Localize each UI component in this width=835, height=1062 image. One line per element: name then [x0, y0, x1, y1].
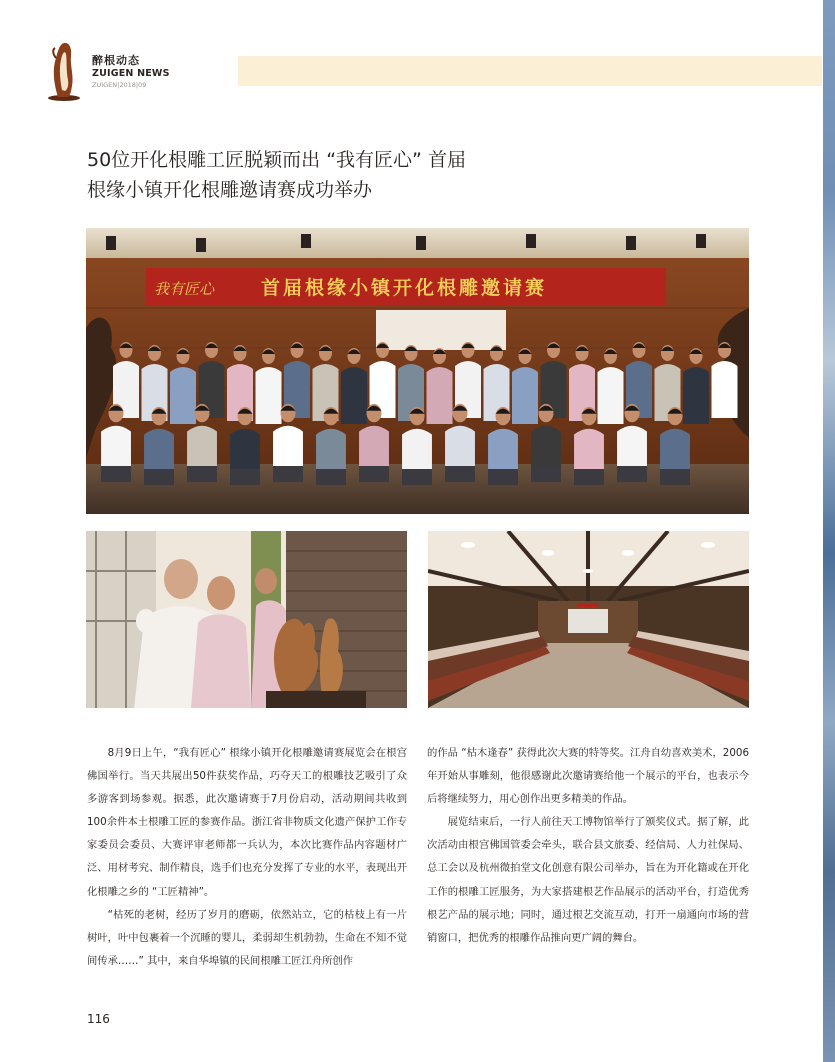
person	[256, 367, 282, 424]
paragraph: 展览结束后，一行人前往天工博物馆举行了颁奖仪式。据了解，此次活动由根宫佛国管委会牵头，联合县文旅委、经信局、人力社保局、总工会以及杭州微拍堂文化创意有限公司举办，旨在为开化籍或在开化工作的根雕工匠服务，为大家搭建根艺作品展示的活动平台，打造优秀根艺产品的展示地；同时，通过根艺交流互动，打开一扇通向市场的营销窗口，把优秀的根雕作品推向更广阔的舞台。	[427, 816, 749, 944]
person	[531, 426, 561, 466]
page-edge-strip	[823, 0, 835, 1062]
group-photo	[86, 228, 749, 514]
person	[617, 426, 647, 466]
person	[488, 429, 518, 469]
person	[316, 429, 346, 469]
banner-text: 首届根缘小镇开化根雕邀请赛	[261, 277, 548, 299]
root-sculpture-logo-icon	[44, 40, 84, 102]
article-column-left	[87, 742, 407, 973]
person	[101, 426, 131, 466]
person	[341, 367, 367, 424]
person	[144, 429, 174, 469]
issue-label: ZUIGEN|2018|09	[92, 81, 147, 89]
header-bar	[238, 56, 822, 86]
page-number: 116	[87, 1012, 110, 1026]
person	[427, 367, 453, 424]
person	[683, 367, 709, 424]
paragraph: 8月9日上午，“我有匠心” 根缘小镇开化根雕邀请赛展览会在根宫佛国举行。当天共展出50件获奖作品，巧夺天工的根雕技艺吸引了众多游客到场参观。据悉，此次邀请赛于7月份启动，活动期间共收到100余件本土根雕工匠的参赛作品。浙江省非物质文化遗产保护工作专家委员会委员、大赛评审老师都一兵认为，本次比赛作品内容题材广泛、用材考究、制作精良，选手们也充分发挥了专业的水平，表现出开化根雕之乡的 “工匠精神”。	[87, 747, 407, 898]
brand-cn: 醉根动态	[92, 54, 140, 67]
person	[230, 429, 260, 469]
title-line-1: 50位开化根雕工匠脱颖而出 “我有匠心” 首届	[87, 149, 466, 171]
person	[273, 426, 303, 466]
brand-en: ZUIGEN NEWS	[92, 68, 170, 79]
person	[712, 361, 738, 418]
banner-calligraphy: 我有匠心	[154, 280, 215, 298]
title-line-2: 根缘小镇开化根雕邀请赛成功举办	[87, 179, 373, 201]
judges-inspecting-sculpture	[86, 531, 407, 708]
paragraph: 的作品 “枯木逢春” 获得此次大赛的特等奖。江舟自幼喜欢美术，2006年开始从事雕刻，他很感谢此次邀请赛给他一个展示的平台，也表示今后将继续努力，用心创作出更多精美的作品。	[427, 747, 749, 806]
person	[512, 367, 538, 424]
person	[660, 429, 690, 469]
article-column-right	[427, 742, 749, 950]
person	[187, 426, 217, 466]
person	[359, 426, 389, 466]
person	[445, 426, 475, 466]
paragraph: “枯死的老树，经历了岁月的磨砺，依然站立，它的枯枝上有一片树叶，叶中包裹着一个沉睡的婴儿，柔弱却生机勃勃，生命在不知不觉间传承……” 其中，来自华埠镇的民间根雕工匠江舟所创作	[87, 908, 407, 967]
person	[574, 429, 604, 469]
article-title	[87, 145, 787, 205]
person	[402, 429, 432, 469]
person	[170, 367, 196, 424]
person	[598, 367, 624, 424]
award-ceremony-hall	[428, 531, 749, 708]
